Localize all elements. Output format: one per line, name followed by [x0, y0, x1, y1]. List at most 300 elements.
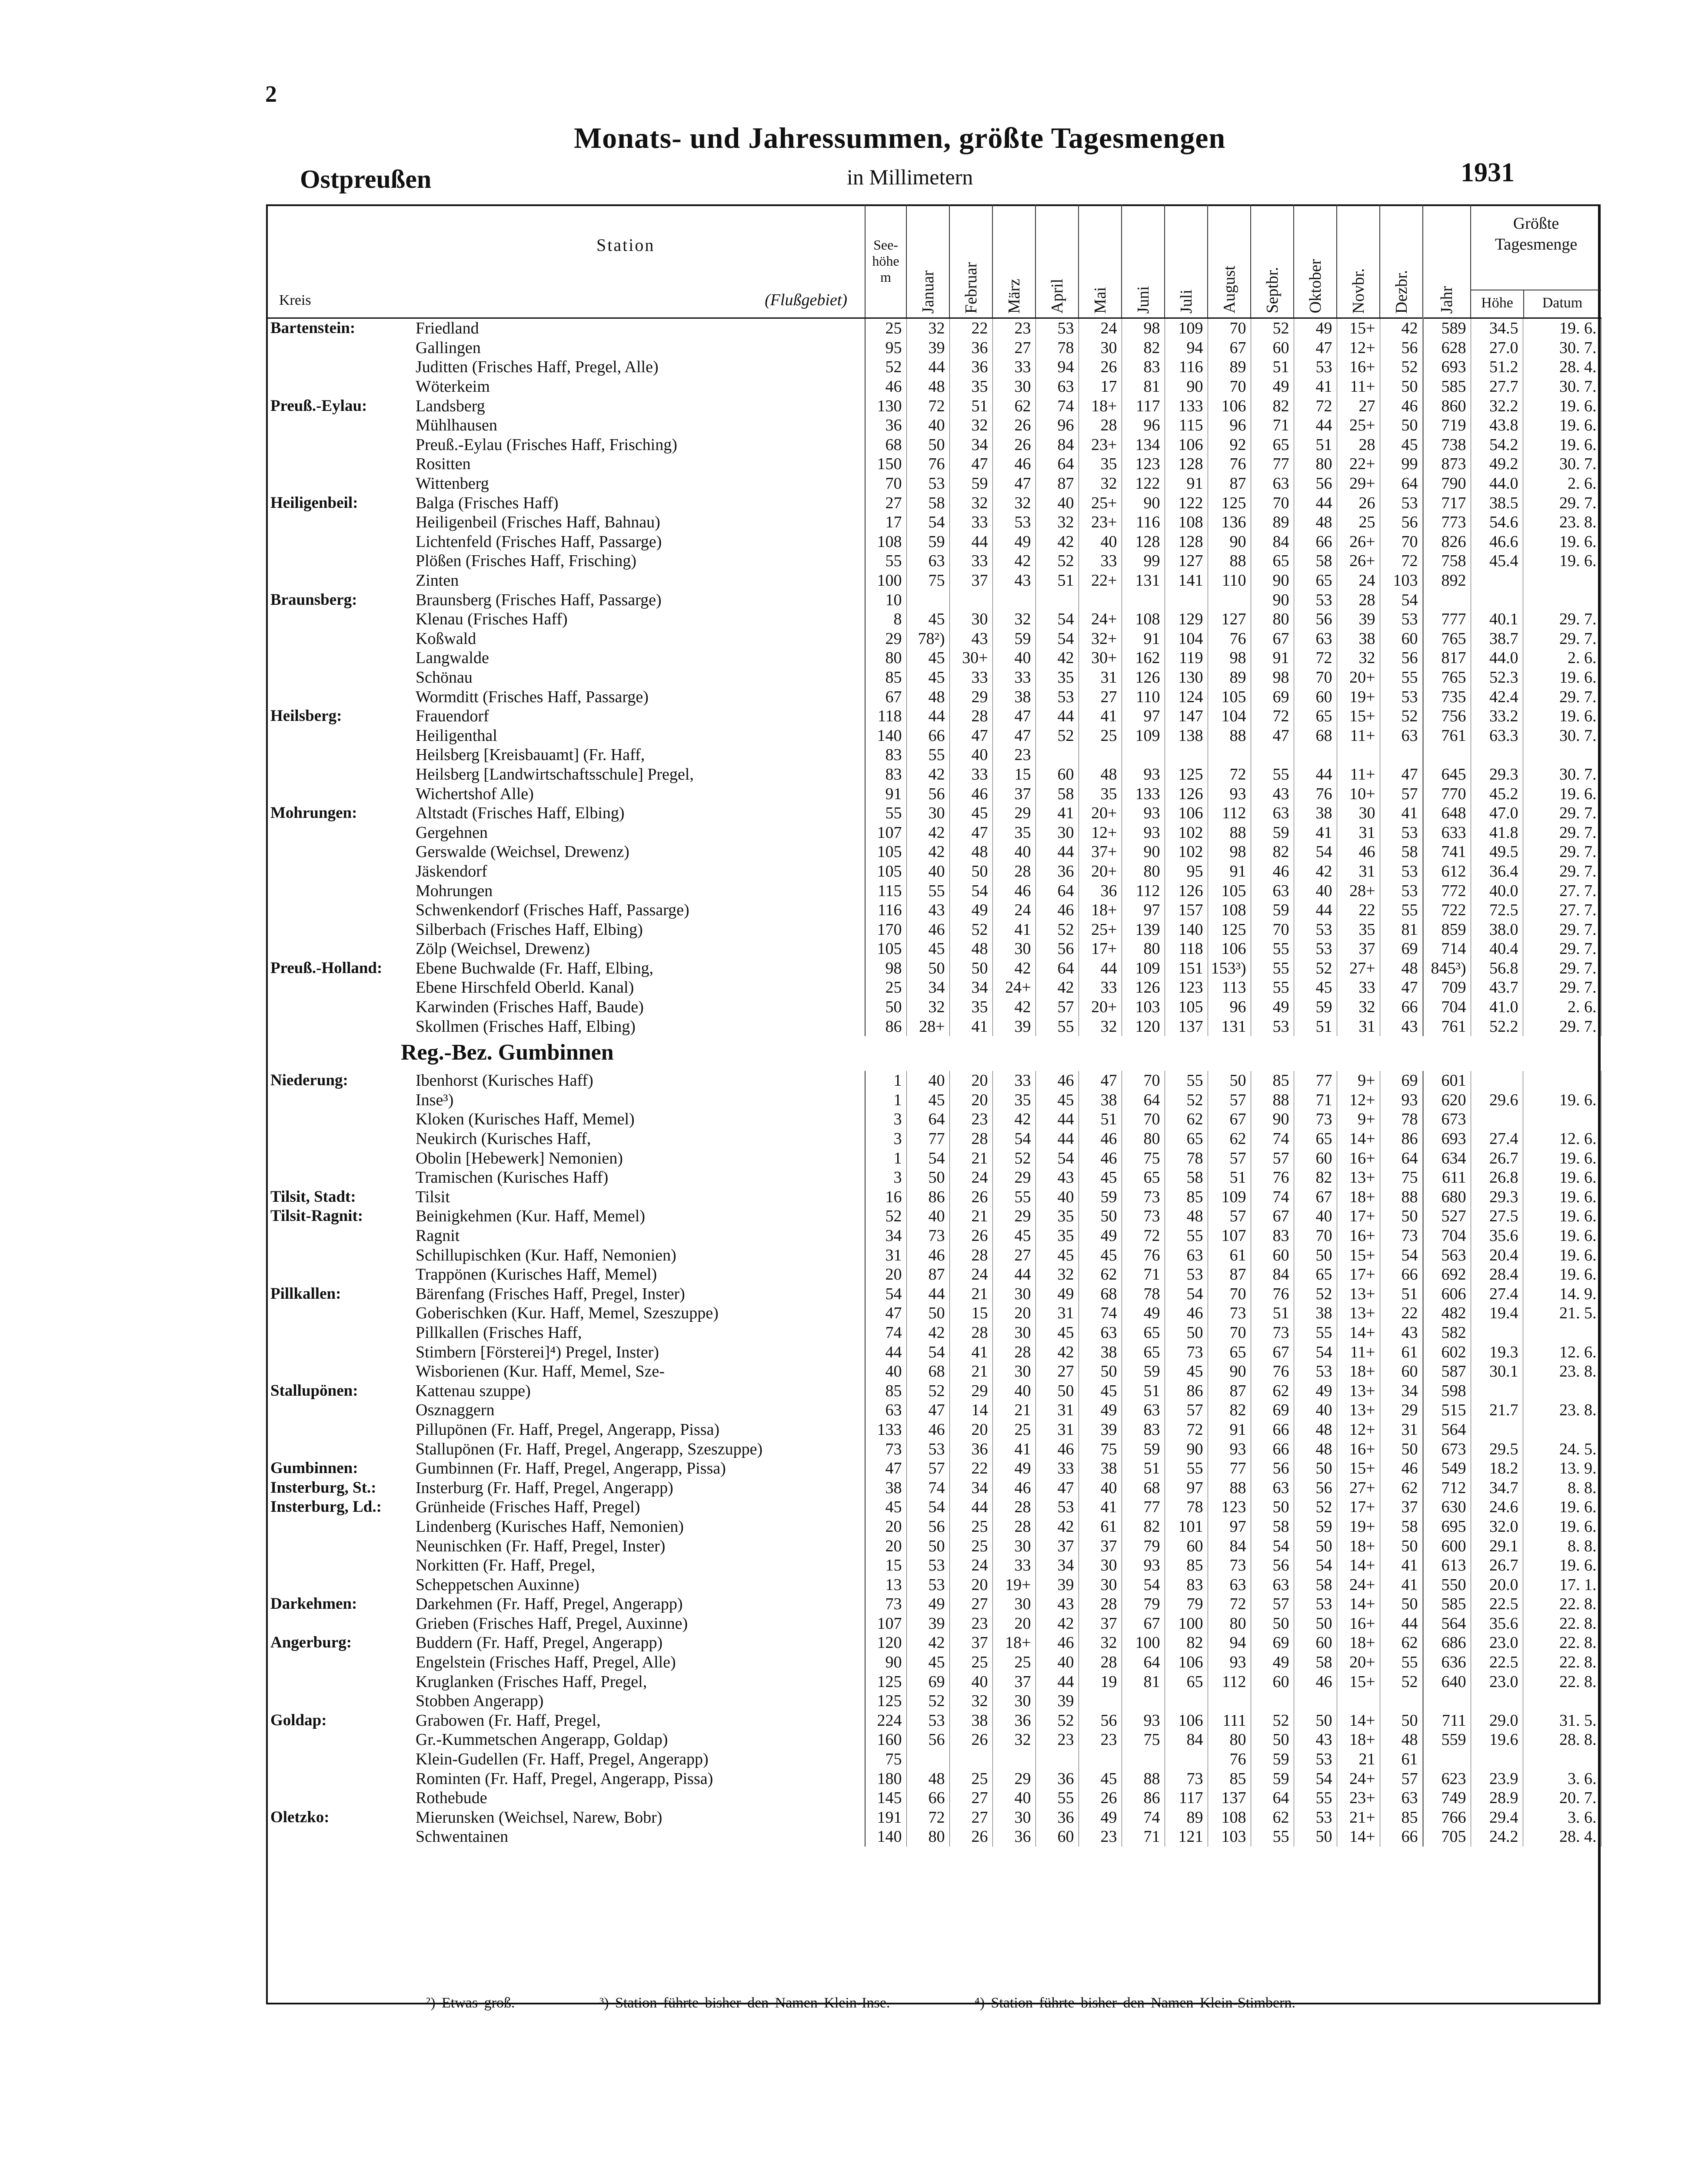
month-value: 12+: [1337, 1090, 1380, 1110]
annual-total: 761: [1423, 726, 1471, 745]
month-value: 44: [992, 1265, 1035, 1284]
month-value: 88: [1208, 551, 1251, 571]
table-row: [266, 862, 1601, 881]
month-value: 32: [1079, 1633, 1122, 1653]
month-value: 110: [1208, 571, 1251, 590]
month-value: 52: [1165, 1090, 1208, 1110]
month-value: 26: [949, 1226, 992, 1246]
month-value: 42: [906, 765, 949, 784]
month-value: 76: [1122, 1245, 1165, 1265]
month-value: 54: [906, 513, 949, 532]
station-name: Heiligenthal: [414, 726, 865, 745]
month-value: 63: [1380, 1788, 1423, 1808]
month-value: 56: [1380, 648, 1423, 668]
month-value: 65: [1251, 551, 1294, 571]
month-value: 49: [1079, 1226, 1122, 1246]
max-daily-amount: 49.5: [1471, 842, 1523, 862]
month-value: 75: [1122, 1148, 1165, 1168]
month-value: 17+: [1079, 939, 1122, 959]
month-value: 74: [1035, 396, 1079, 416]
station-name: Beinigkehmen (Kur. Haff, Memel): [414, 1207, 865, 1226]
month-value: 55: [1251, 978, 1294, 997]
month-value: 37: [992, 784, 1035, 804]
elevation-cell: 125: [865, 1691, 906, 1711]
max-daily-amount: 29.3: [1471, 1187, 1523, 1207]
month-value: 54: [906, 1148, 949, 1168]
elevation-cell: 36: [865, 416, 906, 435]
max-daily-date: 12. 6.: [1523, 1342, 1601, 1362]
max-daily-amount: 54.2: [1471, 435, 1523, 455]
header-month-6: [1122, 204, 1165, 318]
station-name: Schwenkendorf (Frisches Haff, Passarge): [414, 900, 865, 920]
month-value: 105: [1208, 687, 1251, 707]
month-value: 38: [1079, 1459, 1122, 1478]
month-value: 68: [906, 1362, 949, 1381]
month-value: 116: [1122, 513, 1165, 532]
month-value: 49: [1251, 997, 1294, 1017]
month-value: 82: [1294, 1168, 1337, 1187]
page-number: 2: [265, 81, 277, 107]
table-row: [266, 668, 1601, 687]
max-daily-date: 24. 5.: [1523, 1439, 1601, 1459]
month-value: 30: [906, 804, 949, 823]
month-value: 36: [1035, 1808, 1079, 1827]
elevation-cell: 45: [865, 1497, 906, 1517]
month-value: 62: [1251, 1808, 1294, 1827]
month-value: 30: [992, 939, 1035, 959]
month-value: 23: [992, 318, 1035, 338]
table-row: [266, 551, 1601, 571]
month-value: 63: [1294, 629, 1337, 649]
month-value: [1035, 1750, 1079, 1769]
max-daily-amount: 26.7: [1471, 1148, 1523, 1168]
elevation-cell: 3: [865, 1129, 906, 1149]
station-name: Schillupischken (Kur. Haff, Nemonien): [414, 1245, 865, 1265]
month-value: 53: [1380, 493, 1423, 513]
month-value: 53: [1294, 590, 1337, 610]
month-value: 57: [1208, 1090, 1251, 1110]
district-name: [266, 1129, 414, 1149]
month-value: 33: [1079, 551, 1122, 571]
month-value: 26: [1337, 493, 1380, 513]
month-value: 69: [1251, 1633, 1294, 1653]
month-value: 34: [949, 978, 992, 997]
district-name: [266, 900, 414, 920]
month-value: 94: [1208, 1633, 1251, 1653]
elevation-cell: 50: [865, 997, 906, 1017]
month-value: [1122, 1750, 1165, 1769]
month-value: 34: [1380, 1381, 1423, 1400]
month-value: 34: [1035, 1556, 1079, 1575]
year: 1931: [1461, 158, 1515, 187]
max-daily-amount: 24.2: [1471, 1827, 1523, 1847]
month-value: 28: [1079, 1653, 1122, 1672]
station-name: Plößen (Frisches Haff, Frisching): [414, 551, 865, 571]
month-value: 93: [1122, 1711, 1165, 1731]
annual-total: [1423, 1691, 1471, 1711]
month-value: 56: [906, 1517, 949, 1537]
month-value: 66: [1294, 532, 1337, 552]
month-value: 28+: [1337, 881, 1380, 900]
month-value: 66: [1380, 997, 1423, 1017]
month-value: 112: [1208, 804, 1251, 823]
month-value: 65: [1165, 1129, 1208, 1149]
month-value: 93: [1208, 784, 1251, 804]
annual-total: 611: [1423, 1168, 1471, 1187]
month-value: 76: [1251, 1284, 1294, 1304]
annual-total: 582: [1423, 1323, 1471, 1343]
table-row: [266, 1284, 1601, 1304]
table-row: [266, 396, 1601, 416]
max-daily-amount: 24.6: [1471, 1497, 1523, 1517]
month-value: 32: [1035, 1265, 1079, 1284]
month-value: 40: [992, 1788, 1035, 1808]
max-daily-date: 22. 8.: [1523, 1633, 1601, 1653]
month-value: 50: [1079, 1362, 1122, 1381]
month-value: 18+: [1079, 900, 1122, 920]
max-daily-date: 27. 7.: [1523, 900, 1601, 920]
month-value: 25: [949, 1653, 992, 1672]
max-daily-amount: [1471, 1750, 1523, 1769]
month-value: 49: [1251, 1653, 1294, 1672]
month-value: 34: [949, 435, 992, 455]
month-value: 153³): [1208, 959, 1251, 978]
month-value: 57: [1208, 1148, 1251, 1168]
table-row: [266, 1400, 1601, 1420]
max-daily-amount: [1471, 571, 1523, 590]
district-name: [266, 765, 414, 784]
month-value: 50: [1380, 377, 1423, 397]
month-value: 50: [906, 1168, 949, 1187]
month-value: 46: [1337, 842, 1380, 862]
month-value: 36: [949, 357, 992, 377]
month-value: 18+: [1337, 1362, 1380, 1381]
month-value: 99: [1380, 454, 1423, 474]
month-value: 47: [992, 707, 1035, 726]
month-value: 28: [949, 1323, 992, 1343]
station-name: Stimbern [Försterei]⁴) Pregel, Inster): [414, 1342, 865, 1362]
station-name: Stobben Angerapp): [414, 1691, 865, 1711]
month-value: 53: [1380, 687, 1423, 707]
month-value: 64: [1380, 1148, 1423, 1168]
month-value: 15+: [1337, 318, 1380, 338]
month-value: 53: [1294, 1750, 1337, 1769]
month-value: 46: [1165, 1304, 1208, 1323]
annual-total: [1423, 745, 1471, 765]
month-value: 32: [1337, 997, 1380, 1017]
month-value: 157: [1165, 900, 1208, 920]
table-row: [266, 1071, 1601, 1090]
header-month-label: Juli: [1177, 290, 1195, 313]
month-value: 9+: [1337, 1110, 1380, 1129]
month-value: 59: [906, 532, 949, 552]
district-name: Angerburg:: [270, 1634, 352, 1652]
month-value: 59: [1251, 823, 1294, 842]
elevation-cell: 25: [865, 978, 906, 997]
annual-total: 711: [1423, 1711, 1471, 1731]
annual-total: 515: [1423, 1400, 1471, 1420]
month-value: 64: [1035, 454, 1079, 474]
month-value: 17: [1079, 377, 1122, 397]
max-daily-date: [1523, 1381, 1601, 1400]
max-daily-amount: 27.5: [1471, 1207, 1523, 1226]
max-daily-date: 19. 6.: [1523, 784, 1601, 804]
month-value: 74: [1079, 1304, 1122, 1323]
max-daily-amount: 23.0: [1471, 1633, 1523, 1653]
month-value: [1208, 590, 1251, 610]
month-value: 27+: [1337, 959, 1380, 978]
elevation-cell: 27: [865, 493, 906, 513]
month-value: 64: [1251, 1788, 1294, 1808]
month-value: 48: [906, 1769, 949, 1788]
district-name: [266, 978, 414, 997]
month-value: 28: [949, 707, 992, 726]
max-daily-date: 22. 8.: [1523, 1653, 1601, 1672]
month-value: 52: [906, 1691, 949, 1711]
elevation-cell: 47: [865, 1304, 906, 1323]
month-value: 53: [1380, 881, 1423, 900]
annual-total: 873: [1423, 454, 1471, 474]
max-daily-amount: 28.9: [1471, 1788, 1523, 1808]
month-value: 76: [1208, 1750, 1251, 1769]
month-value: [1380, 745, 1423, 765]
month-value: 83: [1251, 1226, 1294, 1246]
month-value: 59: [1251, 900, 1294, 920]
station-name: Darkehmen (Fr. Haff, Pregel, Angerapp): [414, 1594, 865, 1614]
month-value: 44: [1035, 1110, 1079, 1129]
district-name: [266, 668, 414, 687]
month-value: 67: [1294, 1187, 1337, 1207]
district-name: Goldap:: [270, 1711, 327, 1729]
month-value: 109: [1165, 318, 1208, 338]
station-name: Wöterkeim: [414, 377, 865, 397]
annual-total: 756: [1423, 707, 1471, 726]
month-value: 45: [1079, 1168, 1122, 1187]
month-value: 38: [1294, 1304, 1337, 1323]
month-value: [1079, 1750, 1122, 1769]
month-value: 24: [949, 1265, 992, 1284]
month-value: 33: [992, 1556, 1035, 1575]
month-value: 56: [1380, 338, 1423, 358]
district-name: [266, 648, 414, 668]
district-name: [266, 1672, 414, 1691]
table-row: [266, 318, 1601, 338]
header-flussgebiet: (Flußgebiet): [765, 291, 847, 309]
table-row: [266, 823, 1601, 842]
table-row: [266, 726, 1601, 745]
month-value: [1035, 590, 1079, 610]
annual-total: 648: [1423, 804, 1471, 823]
month-value: [1165, 745, 1208, 765]
month-value: 60: [1294, 687, 1337, 707]
month-value: [1079, 1691, 1122, 1711]
month-value: 50: [1380, 416, 1423, 435]
month-value: 89: [1208, 357, 1251, 377]
month-value: 13+: [1337, 1168, 1380, 1187]
month-value: 85: [1165, 1187, 1208, 1207]
month-value: 107: [1208, 1226, 1251, 1246]
max-daily-date: 19. 6.: [1523, 1265, 1601, 1284]
month-value: 47: [1079, 1071, 1122, 1090]
elevation-cell: 170: [865, 920, 906, 939]
month-value: 73: [1165, 1342, 1208, 1362]
month-value: 22: [949, 318, 992, 338]
table-row: [266, 1614, 1601, 1634]
annual-total: 714: [1423, 939, 1471, 959]
month-value: 89: [1251, 513, 1294, 532]
annual-total: 741: [1423, 842, 1471, 862]
month-value: 79: [1122, 1594, 1165, 1614]
max-daily-amount: 27.0: [1471, 338, 1523, 358]
month-value: 110: [1122, 687, 1165, 707]
month-value: 80: [1294, 454, 1337, 474]
month-value: 14+: [1337, 1129, 1380, 1149]
month-value: 44: [1079, 959, 1122, 978]
annual-total: 704: [1423, 997, 1471, 1017]
month-value: 57: [1251, 1594, 1294, 1614]
month-value: 33: [992, 668, 1035, 687]
month-value: 16+: [1337, 1614, 1380, 1634]
month-value: 104: [1208, 707, 1251, 726]
annual-total: 693: [1423, 357, 1471, 377]
month-value: 41: [1380, 1575, 1423, 1594]
month-value: 91: [1122, 629, 1165, 649]
month-value: 65: [1122, 1168, 1165, 1187]
month-value: 42: [1035, 1614, 1079, 1634]
month-value: 46: [1035, 900, 1079, 920]
station-name: Ragnit: [414, 1226, 865, 1246]
district-name: [266, 823, 414, 842]
district-name: [266, 1653, 414, 1672]
month-value: 30+: [1079, 648, 1122, 668]
month-value: 76: [1208, 454, 1251, 474]
month-value: 86: [1122, 1788, 1165, 1808]
max-daily-amount: 34.7: [1471, 1478, 1523, 1497]
month-value: 62: [1251, 1381, 1294, 1400]
month-value: 45: [1079, 1769, 1122, 1788]
month-value: 46: [1035, 1633, 1079, 1653]
elevation-cell: 80: [865, 648, 906, 668]
month-value: 26: [949, 1730, 992, 1750]
month-value: 69: [1251, 687, 1294, 707]
month-value: 88: [1208, 726, 1251, 745]
station-name: Ebene Hirschfeld Oberld. Kanal): [414, 978, 865, 997]
month-value: 46: [1380, 1459, 1423, 1478]
month-value: 57: [1380, 784, 1423, 804]
max-daily-amount: 29.6: [1471, 1090, 1523, 1110]
month-value: [906, 590, 949, 610]
max-daily-date: 29. 7.: [1523, 939, 1601, 959]
max-daily-amount: 43.8: [1471, 416, 1523, 435]
max-daily-amount: 40.1: [1471, 610, 1523, 629]
month-value: 56: [1251, 1556, 1294, 1575]
max-daily-amount: 30.1: [1471, 1362, 1523, 1381]
month-value: 94: [1035, 357, 1079, 377]
month-value: 44: [1380, 1614, 1423, 1634]
month-value: 55: [1380, 900, 1423, 920]
month-value: 29: [992, 1168, 1035, 1187]
month-value: 31: [1337, 1017, 1380, 1036]
max-daily-amount: [1471, 1323, 1523, 1343]
month-value: 33: [992, 1071, 1035, 1090]
district-name: Tilsit-Ragnit:: [270, 1207, 363, 1225]
month-value: 24+: [1337, 1769, 1380, 1788]
month-value: 15+: [1337, 1245, 1380, 1265]
max-daily-date: [1523, 1110, 1601, 1129]
month-value: 137: [1208, 1788, 1251, 1808]
district-name: [266, 1226, 414, 1246]
month-value: 37: [1079, 1614, 1122, 1634]
annual-total: 758: [1423, 551, 1471, 571]
header-month-label: Oktober: [1306, 259, 1325, 313]
annual-total: 585: [1423, 1594, 1471, 1614]
month-value: 103: [1208, 1827, 1251, 1847]
month-value: 54: [1294, 842, 1337, 862]
month-value: 78²): [906, 629, 949, 649]
month-value: 83: [1122, 357, 1165, 377]
month-value: 48: [1079, 765, 1122, 784]
month-value: [1035, 745, 1079, 765]
month-value: 49: [1035, 1284, 1079, 1304]
month-value: 73: [1122, 1207, 1165, 1226]
month-value: 50: [1294, 1459, 1337, 1478]
month-value: 46: [906, 1420, 949, 1440]
station-name: Insterburg (Fr. Haff, Pregel, Angerapp): [414, 1478, 865, 1497]
elevation-cell: 150: [865, 454, 906, 474]
header-hoehe: Höhe: [1481, 295, 1513, 311]
station-name: Wichertshof Alle): [414, 784, 865, 804]
month-value: 30: [949, 610, 992, 629]
month-value: 44: [1035, 707, 1079, 726]
month-value: 57: [1035, 997, 1079, 1017]
station-name: Rominten (Fr. Haff, Pregel, Angerapp, Pissa): [414, 1769, 865, 1788]
month-value: 45: [1079, 1245, 1122, 1265]
month-value: 35: [949, 997, 992, 1017]
month-value: 122: [1165, 493, 1208, 513]
month-value: 45: [949, 804, 992, 823]
month-value: 66: [1380, 1265, 1423, 1284]
month-value: 53: [906, 1439, 949, 1459]
month-value: 106: [1165, 804, 1208, 823]
header-month-4: [1035, 204, 1079, 318]
month-value: 84: [1208, 1536, 1251, 1556]
month-value: 63: [1251, 881, 1294, 900]
month-value: 31: [1380, 1420, 1423, 1440]
month-value: 51: [1294, 435, 1337, 455]
month-value: 36: [1079, 881, 1122, 900]
station-name: Rositten: [414, 454, 865, 474]
month-value: 40: [1294, 1207, 1337, 1226]
max-daily-date: [1523, 1071, 1601, 1090]
month-value: 48: [1294, 513, 1337, 532]
month-value: 24+: [1079, 610, 1122, 629]
month-value: 25: [992, 1653, 1035, 1672]
month-value: 117: [1165, 1788, 1208, 1808]
month-value: [1165, 1750, 1208, 1769]
month-value: 50: [1294, 1536, 1337, 1556]
month-value: 115: [1165, 416, 1208, 435]
month-value: 72: [906, 396, 949, 416]
elevation-cell: 125: [865, 1672, 906, 1691]
month-value: 59: [1294, 997, 1337, 1017]
month-value: 97: [1165, 1478, 1208, 1497]
month-value: 34: [906, 978, 949, 997]
month-value: 25: [992, 1420, 1035, 1440]
max-daily-date: 21. 5.: [1523, 1304, 1601, 1323]
max-daily-date: 19. 6.: [1523, 1245, 1601, 1265]
month-value: [1208, 1691, 1251, 1711]
month-value: 100: [1165, 1614, 1208, 1634]
